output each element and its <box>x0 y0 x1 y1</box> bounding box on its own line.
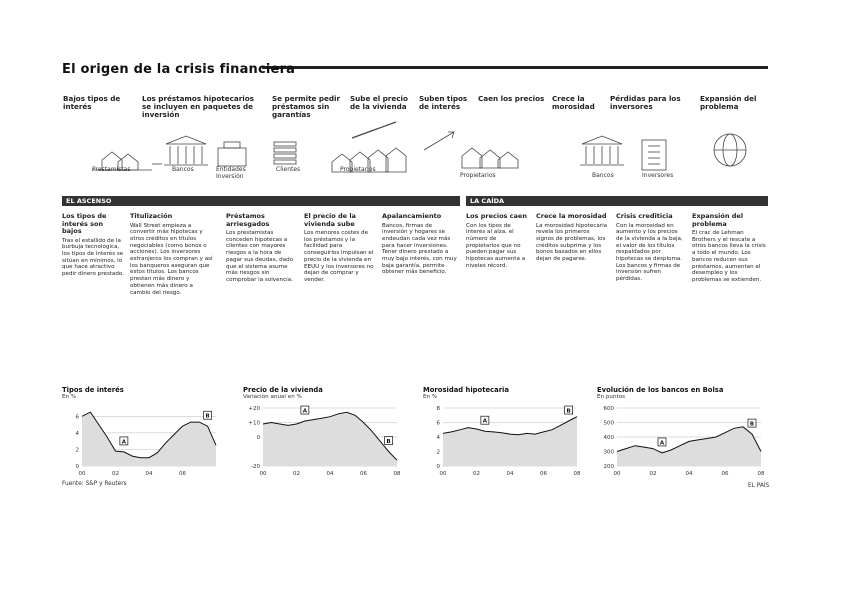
flow-label-3: Entidades Inversión <box>216 166 246 180</box>
chart-unit-3: En % <box>423 394 438 400</box>
flow-label-8: Inversores <box>642 172 674 179</box>
documents-icon <box>274 142 296 164</box>
column-heading-4: El precio de la vivienda sube <box>304 212 356 228</box>
flow-header-8: Pérdidas para los inversores <box>610 94 681 111</box>
series-area <box>263 412 397 466</box>
y-tick-label: 4 <box>436 435 440 441</box>
x-tick-label: 02 <box>293 471 300 477</box>
section-band-fall: LA CAÍDA <box>466 196 768 206</box>
text-column-9 <box>692 213 768 284</box>
series-area <box>443 417 577 466</box>
flow-label-1: Prestamistas <box>92 166 131 173</box>
x-tick-label: 04 <box>506 471 514 477</box>
chart-title-1: Tipos de interés <box>62 386 124 394</box>
marker-label: B <box>566 408 571 415</box>
text-column-5 <box>382 213 458 276</box>
text-column-8 <box>616 213 684 283</box>
chart-house-prices <box>243 402 403 478</box>
x-tick-label: 04 <box>326 471 334 477</box>
y-tick-label: 500 <box>603 420 614 427</box>
chart-title-2: Precio de la vivienda <box>243 386 323 394</box>
x-tick-label: 00 <box>259 471 267 477</box>
marker-label: B <box>749 421 755 428</box>
flow-label-7: Bancos <box>592 172 614 179</box>
y-tick-label: 0 <box>256 435 260 441</box>
column-heading-2: Titulización <box>130 212 173 220</box>
x-tick-label: 02 <box>473 471 480 477</box>
flow-header-1: Bajos tipos de interés <box>63 94 121 111</box>
flow-label-6: Propietarios <box>460 172 496 179</box>
falling-houses-icon <box>462 148 518 168</box>
column-heading-8: Crisis crediticia <box>616 212 673 220</box>
chart-title-3: Morosidad hipotecaria <box>423 386 509 394</box>
bank-icon-2 <box>580 136 624 165</box>
text-column-4 <box>304 213 374 284</box>
y-tick-label: 8 <box>436 406 440 412</box>
column-body-1: Tras el estallido de la burbuja tecnológica, los tipos de interés se sitúan en mínimos, lo que hace atractivo pedir dinero prestado. <box>62 237 125 278</box>
x-tick-label: 04 <box>685 471 693 477</box>
y-tick-label: -20 <box>251 464 260 470</box>
y-tick-label: 0 <box>436 464 440 470</box>
y-tick-label: 2 <box>436 449 440 456</box>
column-body-7: La morosidad hipotecaria revela los primeros signos de problemas, los créditos subprime y los bonos basados en ellos dejan de pagarse. <box>536 222 608 263</box>
flow-label-4: Clientes <box>276 166 301 173</box>
column-body-3: Los prestamistas conceden hipotecas a clientes con mayores riesgos a la hora de pagar sus deudas, dado que el sistema asume más riesgos sin comprobar la solvencia. <box>226 230 294 283</box>
marker-label: A <box>121 439 127 446</box>
rising-houses-icon <box>332 122 406 172</box>
flow-header-5: Suben tipos de interés <box>419 94 468 111</box>
text-column-3 <box>226 213 296 284</box>
text-column-7 <box>536 213 608 263</box>
flow-header-6: Caen los precios <box>478 94 545 103</box>
investment-entity-icon <box>218 142 246 166</box>
column-heading-6: Los precios caen <box>466 212 527 220</box>
interest-arrow-icon <box>424 132 454 150</box>
column-body-4: Los menores costes de los préstamos y la facilidad para conseguirlos impulsan el precio de la vivienda en EEUU y los inversores no dejan de comprar y vender. <box>304 230 374 283</box>
globe-icon <box>714 134 746 166</box>
marker-label: B <box>205 413 210 420</box>
chart-mortgage-delinquency <box>423 402 583 478</box>
column-heading-9: Expansión del problema <box>692 212 744 228</box>
marker-label: A <box>302 408 308 415</box>
y-tick-label: 6 <box>436 420 440 427</box>
y-tick-label: 200 <box>603 464 614 470</box>
x-tick-label: 02 <box>112 471 119 477</box>
column-heading-1: Los tipos de interés son bajos <box>62 212 107 235</box>
marker-label: A <box>482 418 488 425</box>
credit: EL PAÍS <box>748 483 770 489</box>
chart-bank-stocks <box>597 402 767 478</box>
x-tick-label: 06 <box>721 471 729 477</box>
flow-label-5: Propietarios <box>340 166 376 173</box>
x-tick-label: 06 <box>540 471 547 477</box>
y-tick-label: 300 <box>603 449 614 456</box>
flow-header-2: Los préstamos hipotecarios se incluyen en paquetes de inversión <box>142 94 254 119</box>
column-heading-5: Apalancamiento <box>382 212 442 220</box>
text-column-6 <box>466 213 530 269</box>
y-tick-label: 4 <box>75 430 79 437</box>
flow-header-3: Se permite pedir préstamos sin garantías <box>272 94 341 119</box>
text-column-2 <box>130 213 214 296</box>
y-tick-label: 600 <box>603 406 614 412</box>
building-icon <box>642 140 666 170</box>
y-tick-label: +10 <box>248 420 260 427</box>
y-tick-label: +20 <box>248 406 260 412</box>
flow-label-2: Bancos <box>172 166 194 173</box>
flow-illustration <box>62 118 770 196</box>
column-body-5: Bancos, firmas de inversión y hogares se endeudan cada vez más para hacer inversiones. Tener dinero prestado a muy bajo interés, con muy baja garantía, permite obtener más beneficio. <box>382 222 457 276</box>
x-tick-label: 04 <box>145 471 153 477</box>
x-tick-label: 06 <box>179 471 186 477</box>
chart-title-4: Evolución de los bancos en Bolsa <box>597 386 724 394</box>
text-column-1 <box>62 213 124 278</box>
x-tick-label: 08 <box>393 471 401 477</box>
y-tick-label: 2 <box>75 447 79 454</box>
chart-unit-1: En % <box>62 394 77 400</box>
column-body-8: Con la morosidad en aumento y los precios de la vivienda a la baja, el valor de los títulos respaldados por hipotecas se desploma. Los bancos y firmas de inversión sufren pérdidas. <box>616 222 683 283</box>
x-tick-label: 00 <box>78 471 86 477</box>
chart-unit-4: En puntos <box>597 394 626 400</box>
marker-label: A <box>659 440 665 447</box>
y-tick-label: 400 <box>603 435 614 441</box>
marker-label: B <box>386 439 391 445</box>
x-tick-label: 06 <box>360 471 367 477</box>
source-note: Fuente: S&P y Reuters <box>62 481 127 487</box>
page-title: El origen de la crisis financiera <box>62 62 296 77</box>
x-tick-label: 00 <box>439 471 447 477</box>
y-tick-label: 6 <box>75 414 79 421</box>
column-heading-3: Préstamos arriesgados <box>226 212 270 228</box>
section-band-rise: EL ASCENSO <box>62 196 460 206</box>
chart-unit-2: Variación anual en % <box>243 394 302 400</box>
x-tick-label: 08 <box>757 471 765 477</box>
y-tick-label: 0 <box>75 464 79 470</box>
x-tick-label: 00 <box>613 471 621 477</box>
column-body-2: Wall Street empieza a convertir más hipotecas y otros créditos en títulos negociables (como bonos o acciones). Los inversores extranjeros los compran y así los banqueros aseguran que estos títulos. Los bancos prestan más dinero y obtienen más dinero a cambio del riesgo. <box>130 222 213 296</box>
column-heading-7: Crece la morosidad <box>536 212 607 220</box>
bank-icon <box>164 136 208 165</box>
column-body-9: El crac de Lehman Brothers y el rescate a otros bancos lleva la crisis a todo el mundo. Los bancos reducen sus préstamos, aumentan el desempleo y los problemas se extienden. <box>692 230 766 283</box>
flow-header-7: Crece la morosidad <box>552 94 595 111</box>
chart-interest-rates <box>62 402 222 478</box>
x-tick-label: 02 <box>649 471 657 477</box>
column-body-6: Con los tipos de interés al alza, el número de propietarios que no pueden pagar sus hipotecas aumenta a niveles récord. <box>466 222 526 269</box>
x-tick-label: 08 <box>573 471 581 477</box>
flow-header-4: Sube el precio de la vivienda <box>350 94 408 111</box>
flow-header-9: Expansión del problema <box>700 94 757 111</box>
